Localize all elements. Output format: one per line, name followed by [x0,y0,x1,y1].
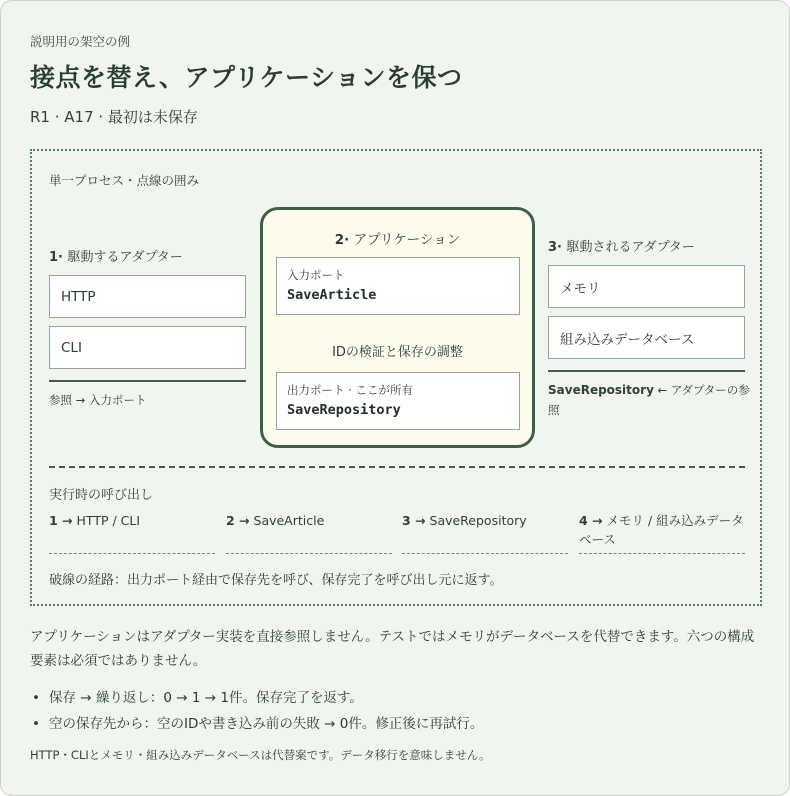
driving-title: 駆動するアダプター [67,250,183,265]
step-number: 4 → [579,513,603,528]
subtitle: R1 · A17 · 最初は未保存 [30,108,198,126]
step-number: 1 → [49,513,73,528]
step-underline [226,553,392,554]
process-frame [30,149,762,606]
driven-rule [548,370,745,372]
step-text: SaveArticle [249,513,325,528]
application-number: 2· [334,232,350,248]
output-port-name: SaveRepository [287,402,401,418]
list-item: • 保存 → 繰り返し：0 → 1 → 1件。保存完了を返す。 [30,685,765,711]
driven-title: 駆動されるアダプター [566,240,695,255]
step-number: 3 → [402,513,426,528]
driven-adapters-label [548,236,695,255]
runtime-step [49,511,215,530]
driving-note: 参照 → 入力ポート [49,393,147,407]
input-port-name: SaveArticle [287,287,377,303]
list-item: • 空の保存先から：空のIDや書き込み前の失敗 → 0件。修正後に再試行。 [30,711,765,737]
runtime-label: 実行時の呼び出し [49,488,154,503]
driving-adapters-label [49,246,183,265]
adapter-embedded-db: 組み込みデータベース [548,316,745,359]
step-text: SaveRepository [425,513,527,528]
driving-rule [49,380,246,382]
step-text: HTTP / CLI [72,513,141,528]
frame-label: 単一プロセス・点線の囲み [49,173,200,188]
step-text: メモリ / 組み込みデータベース [579,513,744,547]
driven-note-port: SaveRepository [548,383,654,397]
application-label [263,228,532,248]
bullet-list [30,685,765,737]
driving-number: 1· [49,250,63,265]
runtime-step [579,511,745,549]
adapter-cli: CLI [49,326,246,369]
explanation-paragraph: アプリケーションはアダプター実装を直接参照しません。テストではメモリがデータベースを代替できます。六つの構成要素は必須ではありません。 [30,629,755,669]
driven-note [548,380,754,420]
runtime-divider [49,466,745,468]
input-port-label: 入力ポート [287,268,345,282]
page-title: 接点を替え、アプリケーションを保つ [30,63,463,92]
output-port [276,372,520,430]
input-port [276,257,520,315]
application-responsibility: IDの検証と保存の調整 [332,345,463,360]
step-number: 2 → [226,513,250,528]
application-box [260,207,535,448]
driven-note-text: ← アダプターの参照 [548,383,750,417]
step-underline [49,553,215,554]
output-port-label: 出力ポート · ここが所有 [287,383,413,397]
step-underline [579,553,745,554]
route-description: 破線の経路：出力ポート経由で保存先を呼び、保存完了を呼び出し元に返す。 [49,573,503,588]
eyebrow: 説明用の架空の例 [30,34,131,49]
footnote: HTTP・CLIとメモリ・組み込みデータベースは代替案です。データ移行を意味しません。 [30,748,491,762]
application-title: アプリケーション [353,232,461,248]
step-underline [402,553,568,554]
adapter-memory: メモリ [548,265,745,308]
runtime-step [402,511,568,530]
driven-number: 3· [548,240,562,255]
runtime-step [226,511,392,530]
adapter-http: HTTP [49,275,246,318]
